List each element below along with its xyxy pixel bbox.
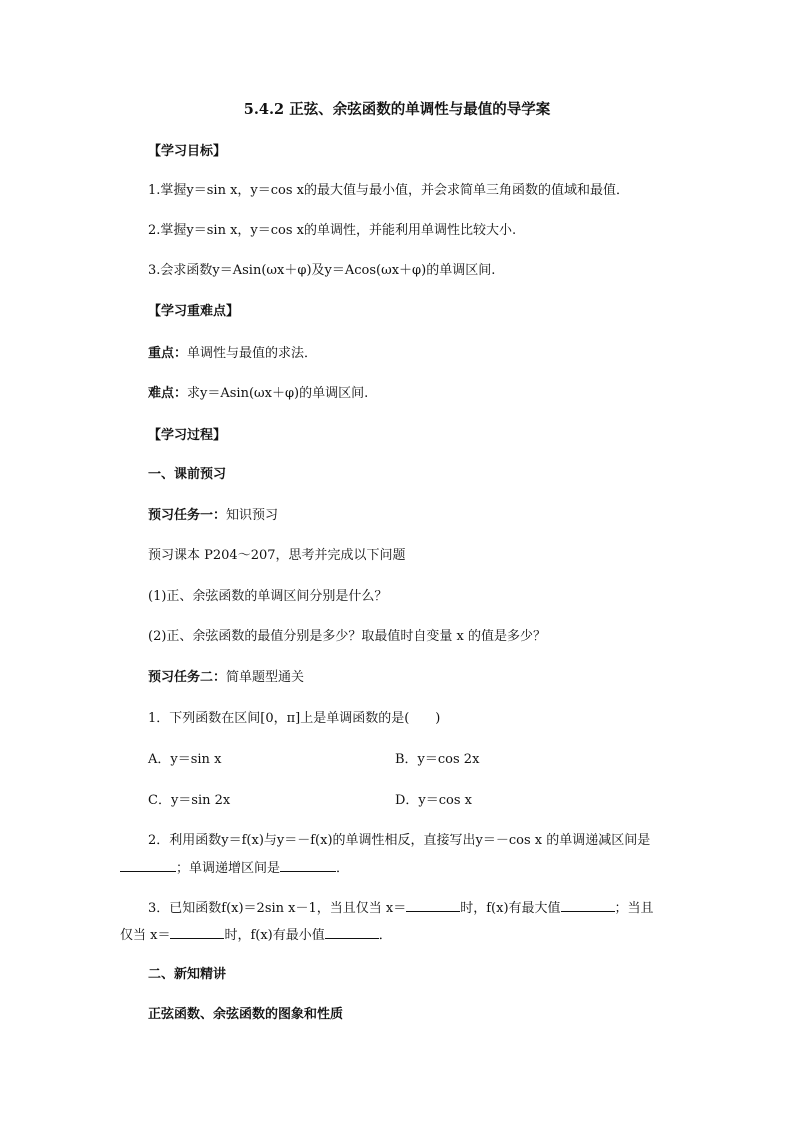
- answer-blank[interactable]: [561, 899, 615, 912]
- difficulty-point: [148, 385, 368, 403]
- exercise-2-text-a: ；单调递增区间是: [176, 861, 281, 876]
- table-heading: 正弦函数、余弦函数的图象和性质: [148, 1007, 344, 1022]
- exercise-3-line-2: [120, 926, 392, 945]
- objective-3: 3.会求函数y＝Asin(ωx＋φ)及y＝Acos(ωx＋φ)的单调区间.: [148, 263, 496, 278]
- part2-heading: 二、新知精讲: [148, 967, 227, 982]
- part1-heading: 一、课前预习: [148, 467, 227, 482]
- process-heading: 【学习过程】: [148, 428, 227, 443]
- exercise-3-text-f: ．: [378, 928, 392, 943]
- exercise-1-option-a: A．y＝sin x: [148, 752, 222, 767]
- exercise-3-line-1: [148, 899, 654, 918]
- exercise-3-text-a: 3．已知函数f(x)＝2sin x－1，当且仅当 x＝: [148, 901, 407, 916]
- exercise-3-text-c: ；当且: [614, 901, 654, 916]
- page-title: 5.4.2 正弦、余弦函数的单调性与最值的导学案: [243, 101, 551, 118]
- answer-blank[interactable]: [406, 899, 460, 912]
- answer-blank[interactable]: [170, 926, 224, 939]
- exercise-1-stem: 1．下列函数在区间[0，π]上是单调函数的是( ): [148, 711, 441, 726]
- difficulty-label: 难点：: [148, 386, 188, 401]
- exercise-2-line-2: [120, 859, 349, 878]
- objective-2: 2.掌握y＝sin x，y＝cos x的单调性，并能利用单调性比较大小.: [148, 223, 517, 238]
- task1-text: 知识预习: [226, 508, 279, 523]
- question-2: (2)正、余弦函数的最值分别是多少？取最值时自变量 x 的值是多少？: [148, 629, 547, 644]
- task2-label: 预习任务二：: [148, 670, 227, 685]
- exercise-3-text-e: 时，f(x)有最小值: [224, 928, 325, 943]
- exercise-1-option-c: C．y＝sin 2x: [148, 793, 231, 808]
- key-point-label: 重点：: [148, 346, 188, 361]
- objective-1: 1.掌握y＝sin x，y＝cos x的最大值与最小值，并会求简单三角函数的值域和最值．: [148, 183, 630, 198]
- difficulty-text: 求y＝Asin(ωx＋φ)的单调区间.: [187, 386, 369, 401]
- objectives-heading: 【学习目标】: [148, 144, 227, 159]
- exercise-3-text-d: 仅当 x＝: [120, 928, 171, 943]
- question-1: (1)正、余弦函数的单调区间分别是什么？: [148, 589, 388, 604]
- key-point-text: 单调性与最值的求法．: [187, 346, 318, 361]
- answer-blank[interactable]: [280, 859, 336, 872]
- exercise-1-option-b: B．y＝cos 2x: [395, 752, 480, 767]
- key-point: [148, 345, 317, 363]
- task2-text: 简单题型通关: [226, 670, 305, 685]
- exercise-3-text-b: 时，f(x)有最大值: [460, 901, 561, 916]
- exercise-1-option-d: D．y＝cos x: [395, 793, 473, 808]
- preview-instruction: 预习课本 P204～207，思考并完成以下问题: [148, 548, 406, 563]
- task1: [148, 507, 278, 525]
- answer-blank[interactable]: [120, 859, 176, 872]
- answer-blank[interactable]: [325, 926, 379, 939]
- exercise-2-line-1: 2．利用函数y＝f(x)与y＝－f(x)的单调性相反，直接写出y＝－cos x 的单调递减区间是: [148, 833, 651, 848]
- exercise-2-text-b: ．: [336, 861, 350, 876]
- key-difficult-heading: 【学习重难点】: [148, 304, 240, 319]
- task1-label: 预习任务一：: [148, 508, 227, 523]
- task2: [148, 669, 304, 687]
